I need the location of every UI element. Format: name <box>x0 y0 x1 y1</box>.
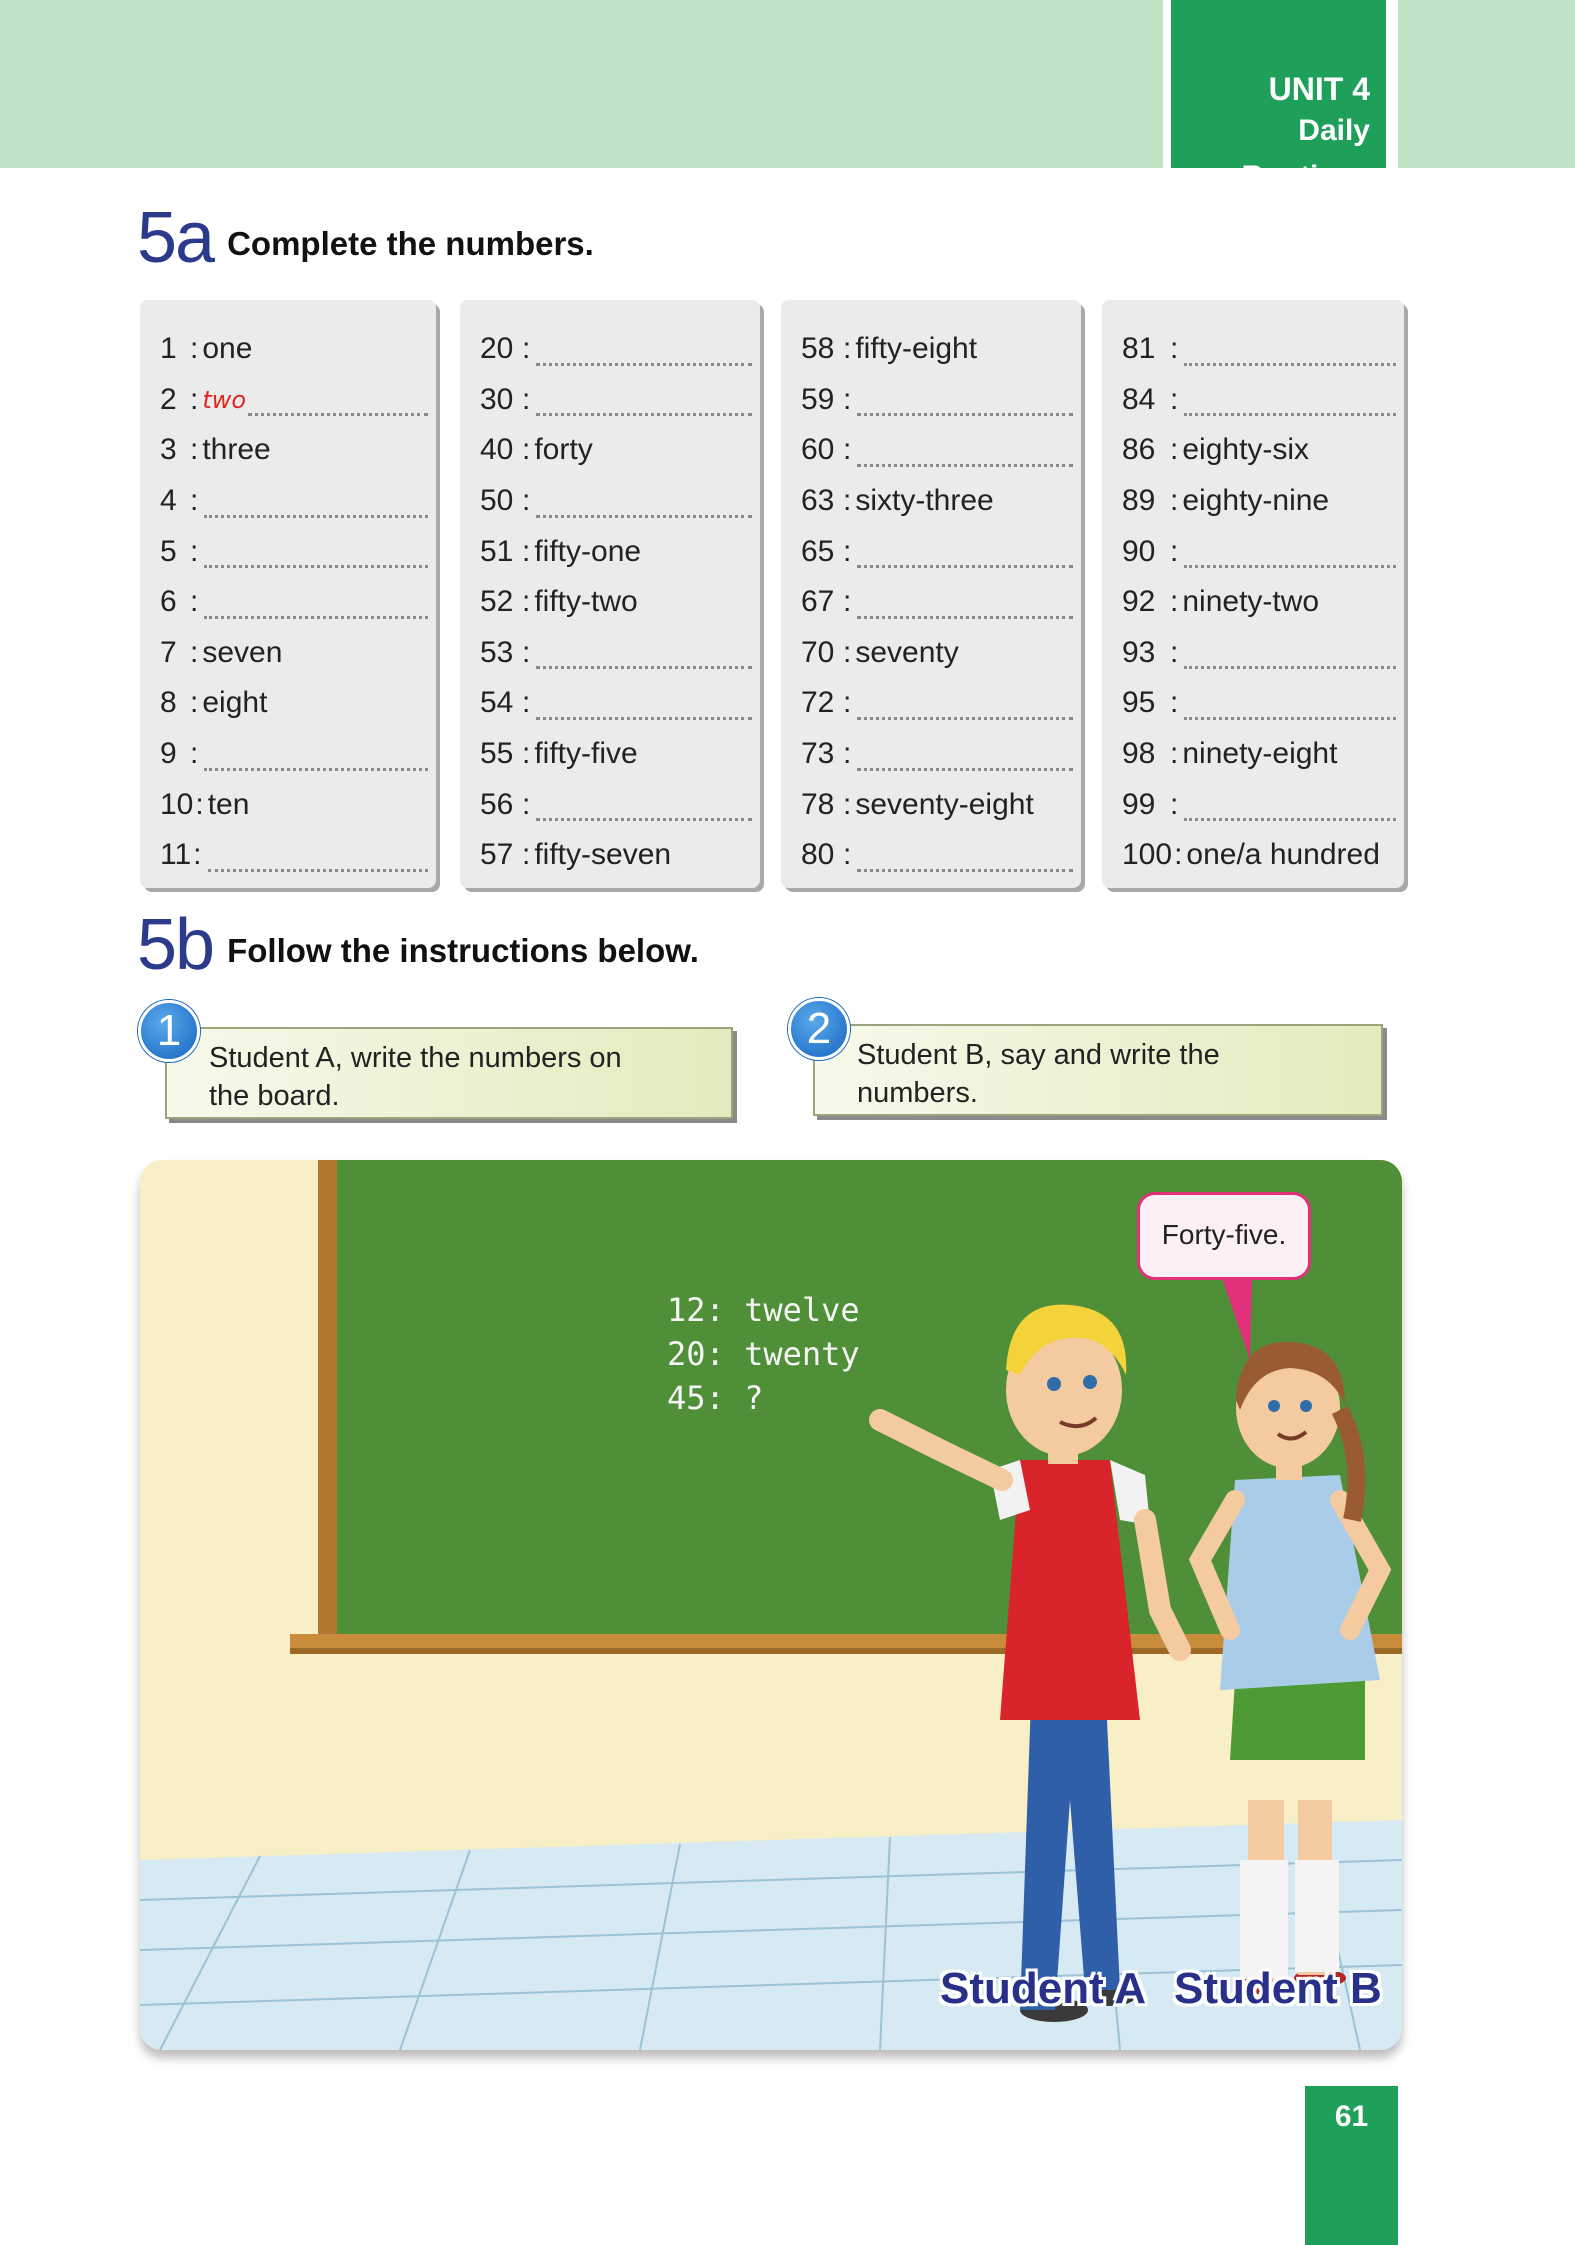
number-row <box>781 830 1081 881</box>
colon: : <box>1170 787 1179 821</box>
colon: : <box>195 787 204 821</box>
answer-blank[interactable] <box>857 434 1073 467</box>
classroom-illustration <box>140 1160 1402 2050</box>
number-row <box>781 526 1081 577</box>
number-word: one/a hundred <box>1186 838 1380 872</box>
number-digits: 9 <box>160 737 177 771</box>
step-text-line: Student B, say and write the <box>857 1039 1220 1071</box>
section-instruction: Follow the instructions below. <box>227 932 699 969</box>
number-row <box>460 526 760 577</box>
number-row <box>460 577 760 628</box>
colon: : <box>522 433 531 467</box>
unit-topic: Daily Routines <box>1241 114 1370 193</box>
number-digits: 73 <box>801 737 835 771</box>
number-digits: 54 <box>480 686 514 720</box>
answer-blank[interactable] <box>1184 636 1396 669</box>
step-text-line: numbers. <box>857 1077 978 1109</box>
number-digits: 63 <box>801 484 835 518</box>
colon: : <box>522 382 531 416</box>
colon: : <box>843 635 852 669</box>
answer-blank[interactable] <box>857 839 1073 872</box>
colon: : <box>522 787 531 821</box>
answer-blank[interactable] <box>204 738 428 771</box>
number-row <box>460 375 760 426</box>
number-row <box>460 678 760 729</box>
number-row <box>140 628 436 679</box>
number-row <box>1102 729 1404 780</box>
number-word: eighty-nine <box>1182 484 1330 518</box>
number-row <box>140 577 436 628</box>
answer-blank[interactable] <box>204 485 428 518</box>
number-digits: 52 <box>480 585 514 619</box>
page-number: 61 <box>1305 2086 1398 2245</box>
colon: : <box>522 332 531 366</box>
number-row <box>1102 375 1404 426</box>
number-word: ninety-two <box>1182 585 1320 619</box>
number-row <box>781 375 1081 426</box>
answer-blank[interactable] <box>857 535 1073 568</box>
number-digits: 98 <box>1122 737 1156 771</box>
answer-blank[interactable] <box>536 333 752 366</box>
number-row <box>781 577 1081 628</box>
number-digits: 81 <box>1122 332 1156 366</box>
number-digits: 1 <box>160 332 177 366</box>
number-word: seventy-eight <box>855 787 1034 821</box>
number-digits: 8 <box>160 686 177 720</box>
colon: : <box>843 382 852 416</box>
number-word: forty <box>534 433 593 467</box>
answer-blank[interactable] <box>857 586 1073 619</box>
section-number: 5a <box>137 198 214 278</box>
colon: : <box>190 382 199 416</box>
number-row <box>140 324 436 375</box>
colon: : <box>1170 332 1179 366</box>
number-word: ten <box>207 787 250 821</box>
number-row <box>781 729 1081 780</box>
section-5b-heading <box>137 905 699 985</box>
answer-blank[interactable] <box>536 383 752 416</box>
answer-blank[interactable] <box>536 636 752 669</box>
number-digits: 72 <box>801 686 835 720</box>
number-word: fifty-two <box>534 585 638 619</box>
step-1-badge: 1 <box>138 1000 200 1062</box>
step-text-line: Student A, write the numbers on <box>209 1042 622 1074</box>
number-row <box>781 425 1081 476</box>
colon: : <box>843 585 852 619</box>
answer-blank[interactable] <box>204 586 428 619</box>
number-row <box>1102 425 1404 476</box>
number-card-4 <box>1102 300 1404 888</box>
number-digits: 100 <box>1122 838 1173 872</box>
number-row <box>1102 830 1404 881</box>
number-row <box>1102 526 1404 577</box>
colon: : <box>522 686 531 720</box>
number-digits: 84 <box>1122 382 1156 416</box>
number-row <box>1102 476 1404 527</box>
colon: : <box>522 585 531 619</box>
colon: : <box>1170 737 1179 771</box>
colon: : <box>1170 585 1179 619</box>
colon: : <box>843 737 852 771</box>
number-digits: 93 <box>1122 635 1156 669</box>
section-instruction: Complete the numbers. <box>227 225 594 262</box>
answer-blank[interactable] <box>857 738 1073 771</box>
answer-blank[interactable] <box>536 788 752 821</box>
number-row <box>1102 779 1404 830</box>
unit-tab <box>1163 0 1398 193</box>
number-digits: 40 <box>480 433 514 467</box>
number-row <box>781 324 1081 375</box>
number-word: sixty-three <box>855 484 994 518</box>
handwritten-answer: two <box>202 385 247 414</box>
number-row <box>781 779 1081 830</box>
number-digits: 90 <box>1122 534 1156 568</box>
board-line: 20: twenty <box>667 1335 860 1373</box>
answer-blank[interactable] <box>1184 788 1396 821</box>
number-row <box>460 779 760 830</box>
unit-title: UNIT 4 <box>1268 71 1370 107</box>
student-b-label: Student B <box>1174 1964 1382 2013</box>
number-word: eight <box>202 686 268 720</box>
section-number: 5b <box>137 905 214 985</box>
number-row <box>1102 628 1404 679</box>
colon: : <box>190 332 199 366</box>
number-row <box>781 476 1081 527</box>
blackboard-text <box>667 1288 860 1420</box>
colon: : <box>1170 635 1179 669</box>
number-digits: 67 <box>801 585 835 619</box>
number-row <box>140 425 436 476</box>
number-word: fifty-five <box>534 737 638 771</box>
colon: : <box>1170 534 1179 568</box>
number-row <box>460 729 760 780</box>
answer-blank[interactable] <box>1184 535 1396 568</box>
colon: : <box>1170 382 1179 416</box>
board-line: 12: twelve <box>667 1291 860 1329</box>
number-word: ninety-eight <box>1182 737 1338 771</box>
colon: : <box>843 534 852 568</box>
answer-blank[interactable] <box>1184 383 1396 416</box>
number-word: fifty-one <box>534 534 642 568</box>
answer-line <box>248 383 428 416</box>
section-5a-heading <box>137 198 594 278</box>
number-card-3 <box>781 300 1081 888</box>
colon: : <box>843 787 852 821</box>
colon: : <box>190 635 199 669</box>
number-digits: 6 <box>160 585 177 619</box>
colon: : <box>1170 484 1179 518</box>
number-row <box>460 476 760 527</box>
number-word: one <box>202 332 253 366</box>
number-digits: 7 <box>160 635 177 669</box>
colon: : <box>190 484 199 518</box>
colon: : <box>522 534 531 568</box>
number-row <box>140 729 436 780</box>
number-digits: 55 <box>480 737 514 771</box>
colon: : <box>193 838 202 872</box>
colon: : <box>843 484 852 518</box>
answer-blank[interactable] <box>857 687 1073 720</box>
number-digits: 51 <box>480 534 514 568</box>
number-row <box>140 375 436 426</box>
answer-blank[interactable] <box>208 839 429 872</box>
colon: : <box>1174 838 1183 872</box>
colon: : <box>190 433 199 467</box>
colon: : <box>843 838 852 872</box>
number-digits: 20 <box>480 332 514 366</box>
number-row <box>140 476 436 527</box>
number-digits: 95 <box>1122 686 1156 720</box>
number-row <box>140 779 436 830</box>
colon: : <box>190 585 199 619</box>
number-digits: 60 <box>801 433 835 467</box>
board-line: 45: ? <box>667 1379 764 1417</box>
number-digits: 53 <box>480 635 514 669</box>
number-digits: 78 <box>801 787 835 821</box>
colon: : <box>843 332 852 366</box>
step-2-box <box>813 1024 1383 1116</box>
number-row <box>140 526 436 577</box>
colon: : <box>522 484 531 518</box>
answer-blank[interactable] <box>536 485 752 518</box>
number-row <box>1102 577 1404 628</box>
number-row <box>781 628 1081 679</box>
number-digits: 59 <box>801 382 835 416</box>
answer-blank[interactable] <box>536 687 752 720</box>
number-digits: 30 <box>480 382 514 416</box>
number-digits: 99 <box>1122 787 1156 821</box>
number-row <box>460 425 760 476</box>
number-row <box>140 678 436 729</box>
answer-blank[interactable] <box>857 383 1073 416</box>
step-text-line: the board. <box>209 1080 340 1112</box>
colon: : <box>1170 433 1179 467</box>
number-word: eighty-six <box>1182 433 1310 467</box>
step-2-badge: 2 <box>788 998 850 1060</box>
number-digits: 10 <box>160 787 194 821</box>
number-digits: 3 <box>160 433 177 467</box>
number-row <box>460 830 760 881</box>
colon: : <box>190 534 199 568</box>
number-row <box>460 628 760 679</box>
colon: : <box>1170 686 1179 720</box>
step-1-box <box>165 1027 733 1119</box>
colon: : <box>522 737 531 771</box>
number-word: seven <box>202 635 283 669</box>
colon: : <box>522 838 531 872</box>
number-row <box>140 830 436 881</box>
number-digits: 50 <box>480 484 514 518</box>
colon: : <box>190 686 199 720</box>
number-digits: 2 <box>160 382 177 416</box>
number-digits: 57 <box>480 838 514 872</box>
number-row <box>781 678 1081 729</box>
colon: : <box>843 433 852 467</box>
answer-blank[interactable] <box>204 535 428 568</box>
colon: : <box>522 635 531 669</box>
speech-bubble: Forty-five. <box>1137 1192 1311 1280</box>
answer-blank[interactable] <box>1184 687 1396 720</box>
number-digits: 11 <box>160 838 192 872</box>
number-row <box>460 324 760 375</box>
number-digits: 56 <box>480 787 514 821</box>
number-digits: 92 <box>1122 585 1156 619</box>
number-word: three <box>202 433 271 467</box>
number-digits: 4 <box>160 484 177 518</box>
number-digits: 65 <box>801 534 835 568</box>
number-card-1 <box>140 300 436 888</box>
number-digits: 89 <box>1122 484 1156 518</box>
colon: : <box>843 686 852 720</box>
number-card-2 <box>460 300 760 888</box>
number-digits: 5 <box>160 534 177 568</box>
number-digits: 86 <box>1122 433 1156 467</box>
colon: : <box>190 737 199 771</box>
number-row <box>1102 324 1404 375</box>
student-a-label: Student A <box>940 1964 1147 2013</box>
number-word: fifty-eight <box>855 332 978 366</box>
number-word: fifty-seven <box>534 838 672 872</box>
number-digits: 80 <box>801 838 835 872</box>
number-digits: 58 <box>801 332 835 366</box>
answer-blank[interactable] <box>1184 333 1396 366</box>
number-word: seventy <box>855 635 959 669</box>
number-digits: 70 <box>801 635 835 669</box>
number-row <box>1102 678 1404 729</box>
